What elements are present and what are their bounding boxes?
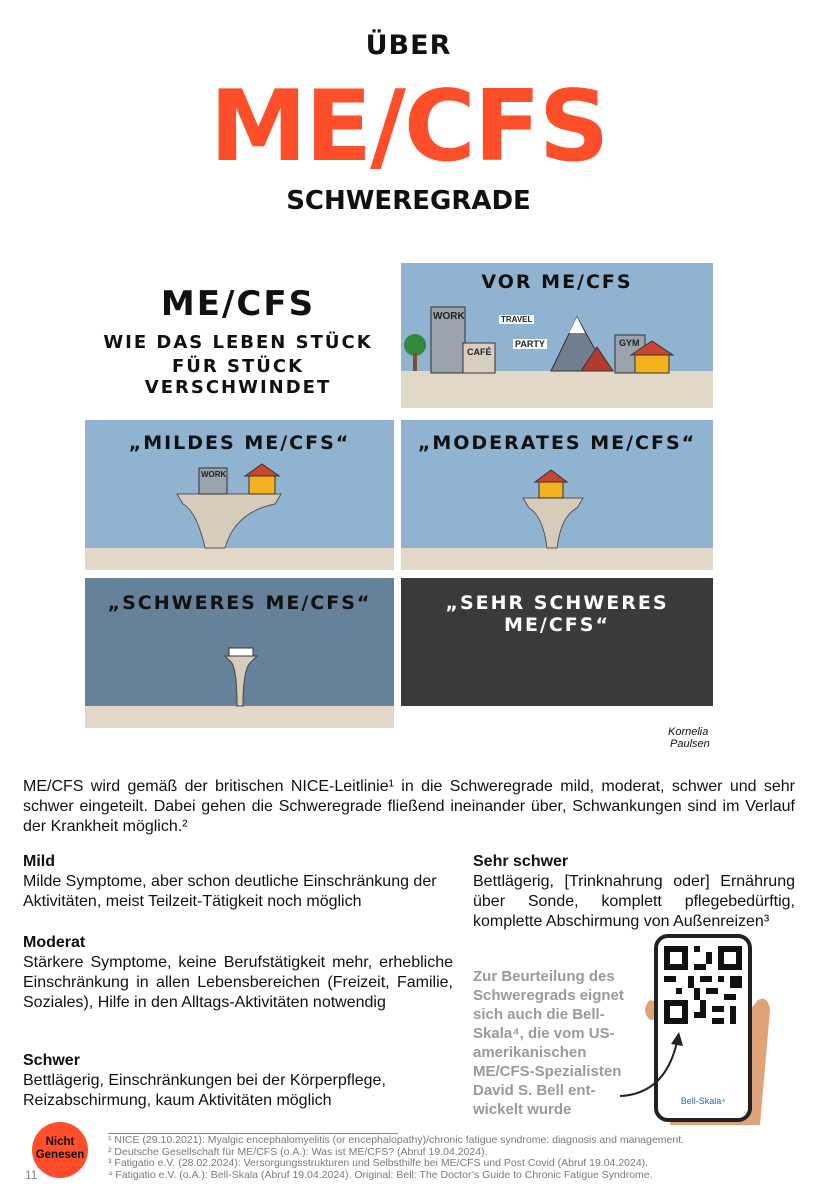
- footnote-4: ⁴ Fatigatio e.V. (o.A.): Bell-Skala (Abruf 19.04.2024). Original: Bell: The Doctor’s Guide to Chronic Fatigue Syndrome.: [108, 1168, 653, 1181]
- panel-before-caption: VOR ME/CFS: [481, 271, 633, 293]
- footnotes: [108, 1135, 808, 1181]
- moderate-scene: [401, 420, 713, 570]
- mild-sign-work: WORK: [201, 470, 227, 479]
- page-subtitle: SCHWEREGRADE: [286, 186, 531, 216]
- qr-code-icon[interactable]: [664, 946, 742, 1024]
- signature-line2: Paulsen: [670, 738, 710, 750]
- comic-intro-line2: FÜR STÜCK VERSCHWINDET: [144, 356, 332, 398]
- intro-paragraph: ME/CFS wird gemäß der britischen NICE-Leitlinie¹ in die Schweregrade mild, moderat, schwer und sehr schwer eingeteilt. Dabei gehen die Schweregrade fließend ineinander über, Schwankungen sind im Verlauf der Krankheit möglich.²: [23, 778, 795, 835]
- sign-work: WORK: [433, 311, 465, 322]
- grade-moderate-text: Stärkere Symptome, keine Berufstätigkeit mehr, erhebliche Einschränkung in allen Lebensbereichen (Freizeit, Familie, Soziales), Hilfe in den Alltags-Aktivitäten notwendig: [23, 954, 453, 1011]
- grade-moderate-heading: Moderat: [23, 934, 86, 951]
- panel-moderate: [401, 420, 713, 570]
- arrow-icon: [615, 1030, 695, 1100]
- top-label: ÜBER: [365, 30, 452, 61]
- bell-scale-note: Zur Beurteilung des Schweregrads eignet sich auch die Bell-Skala⁴, die vom US-amerikanischen ME/CFS-Spezialisten David S. Bell ent-wickelt wurde: [473, 968, 624, 1118]
- sign-gym: GYM: [619, 338, 640, 348]
- panel-very-severe: [401, 578, 713, 706]
- panel-mild: [85, 420, 394, 570]
- footnote-1: ¹ NICE (29.10.2021): Myalgic encephalomyelitis (or encephalopathy)/chronic fatigue syndrome: diagnosis and management.: [108, 1134, 685, 1146]
- grade-mild: [23, 852, 443, 912]
- sign-cafe: CAFÉ: [467, 347, 492, 357]
- comic-illustration: [83, 256, 723, 756]
- grade-moderate: [23, 933, 453, 1013]
- signature-line1: Kornelia: [668, 726, 709, 738]
- footnote-3: ³ Fatigatio e.V. (28.02.2024): Versorgungsstrukturen und Selbsthilfe bei ME/CFS und Post Covid (Abruf 19.04.2024).: [108, 1157, 649, 1169]
- city-scene: [401, 263, 713, 408]
- panel-moderate-caption: „MODERATES ME/CFS“: [417, 432, 697, 454]
- logo-nicht-genesen: [32, 1122, 88, 1178]
- comic-intro-title: ME/CFS: [160, 284, 316, 324]
- comic-intro-line1: WIE DAS LEBEN STÜCK: [103, 332, 373, 353]
- panel-severe: [85, 578, 394, 728]
- page-title: ME/CFS: [209, 70, 608, 184]
- grade-severe-heading: Schwer: [23, 1052, 80, 1069]
- mild-scene: [85, 420, 394, 570]
- grade-severe-text: Bettlägerig, Einschränkungen bei der Körperpflege, Reizabschirmung, kaum Aktivitäten möglich: [23, 1072, 386, 1109]
- grade-mild-text: Milde Symptome, aber schon deutliche Einschränkung der Aktivitäten, meist Teilzeit-Tätigkeit noch möglich: [23, 873, 437, 910]
- severe-scene: [85, 578, 394, 728]
- page-number: 11: [25, 1168, 38, 1182]
- phone-label: Bell-Skala⁴: [680, 1096, 726, 1106]
- sign-party: PARTY: [515, 339, 545, 349]
- grade-very-severe: [473, 852, 795, 932]
- grade-severe: [23, 1051, 453, 1111]
- logo-line2: Genesen: [35, 1149, 85, 1161]
- sign-travel: TRAVEL: [501, 315, 533, 324]
- panel-before: [401, 263, 713, 408]
- panel-severe-caption: „SCHWERES ME/CFS“: [107, 592, 372, 614]
- grade-very-severe-heading: Sehr schwer: [473, 853, 569, 870]
- grade-mild-heading: Mild: [23, 853, 55, 870]
- panel-mild-caption: „MILDES ME/CFS“: [128, 432, 351, 454]
- grade-very-severe-text: Bettlägerig, [Trinknahrung oder] Ernährung über Sonde, komplett pflegebedürftig, komplette Abschirmung von Außenreizen³: [473, 873, 795, 930]
- comic-intro-panel: [83, 256, 393, 406]
- footnote-2: ² Deutsche Gesellschaft für ME/CFS (o.A.): Was ist ME/CFS? (Abruf 19.04.2024).: [108, 1145, 488, 1158]
- logo-line1: Nicht: [45, 1136, 75, 1148]
- panel-very-severe-caption: „SEHR SCHWERES ME/CFS“: [445, 592, 669, 636]
